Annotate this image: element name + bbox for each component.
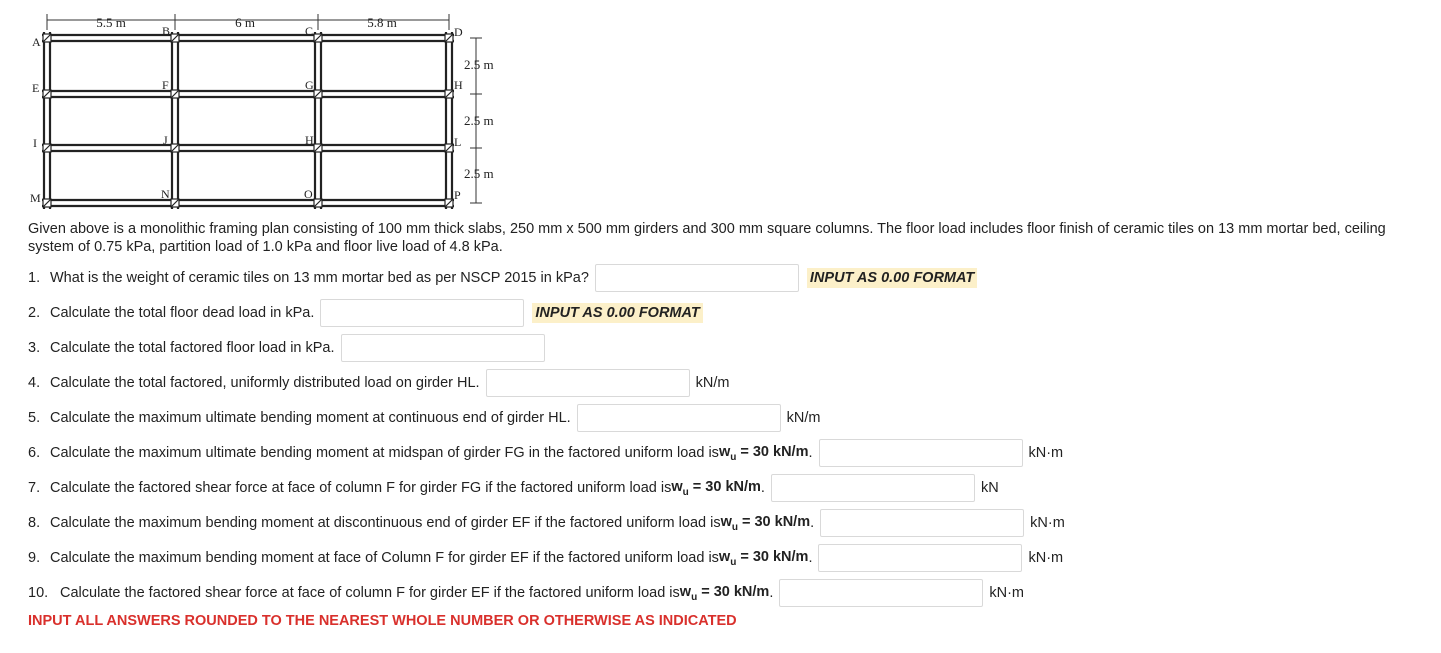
joint-label-e: E bbox=[32, 81, 40, 95]
question-text: What is the weight of ceramic tiles on 13 mm mortar bed as per NSCP 2015 in kPa? bbox=[50, 270, 589, 286]
unit-label: kN·m bbox=[1028, 445, 1064, 461]
joint-label-o: O bbox=[304, 187, 313, 201]
factored-load-value: $w_u = 30$ kN/m bbox=[718, 443, 809, 463]
question-text: Calculate the factored shear force at face of column F for girder EF if the factored uniform load is bbox=[60, 585, 680, 601]
joint-label-f: F bbox=[162, 78, 169, 92]
question-text: Calculate the total factored floor load in kPa. bbox=[50, 340, 335, 356]
answer-7-input[interactable] bbox=[771, 474, 975, 502]
question-text: Calculate the maximum ultimate bending moment at continuous end of girder HL. bbox=[50, 410, 571, 426]
question-1 bbox=[28, 263, 977, 293]
joint-label-h-right: H bbox=[454, 78, 463, 92]
question-number: 10. bbox=[28, 585, 49, 601]
format-hint: INPUT AS 0.00 FORMAT bbox=[807, 268, 977, 288]
question-text: Calculate the total floor dead load in kPa. bbox=[50, 305, 315, 321]
problem-statement: Given above is a monolithic framing plan consisting of 100 mm thick slabs, 250 mm x 500 mm girders and 300 mm square columns. The floor load includes floor finish of ceramic tiles on 13 mm mortar bed, ceiling system of 0.75 kPa, partition load of 1.0 kPa and floor live load of 4.8 kPa. bbox=[28, 221, 1386, 255]
unit-label: kN·m bbox=[1030, 515, 1065, 531]
unit-label: kN/m bbox=[695, 375, 730, 391]
joint-label-g: G bbox=[305, 78, 314, 92]
joint-label-l: L bbox=[454, 135, 462, 149]
question-number: 4. bbox=[28, 375, 41, 391]
joint-label-m: M bbox=[30, 191, 41, 205]
joint-label-d: D bbox=[454, 25, 463, 39]
question-text: Calculate the total factored, uniformly distributed load on girder HL. bbox=[50, 375, 480, 391]
answer-1-input[interactable] bbox=[595, 264, 799, 292]
answer-6-input[interactable] bbox=[819, 439, 1023, 467]
question-3 bbox=[28, 333, 545, 363]
span-label-3: 5.8 m bbox=[367, 15, 397, 30]
span-label-1: 5.5 m bbox=[96, 15, 126, 30]
joint-label-a: A bbox=[32, 35, 41, 49]
answer-5-input[interactable] bbox=[577, 404, 781, 432]
question-text: Calculate the maximum ultimate bending moment at midspan of girder FG in the factored uniform load is bbox=[50, 445, 719, 461]
question-number: 9. bbox=[28, 550, 41, 566]
question-number: 1. bbox=[28, 270, 41, 286]
bay-label-1: 2.5 m bbox=[464, 57, 494, 72]
factored-load-value: $w_u = 30$ kN/m bbox=[718, 548, 809, 568]
rounding-instruction: INPUT ALL ANSWERS ROUNDED TO THE NEAREST WHOLE NUMBER OR OTHERWISE AS INDICATED bbox=[28, 613, 737, 629]
question-number: 2. bbox=[28, 305, 41, 321]
answer-3-input[interactable] bbox=[341, 334, 545, 362]
unit-label: kN/m bbox=[786, 410, 821, 426]
joint-label-j: J bbox=[163, 133, 168, 147]
column-group bbox=[43, 34, 453, 207]
question-6: 6. Calculate the maximum ultimate bending moment at midspan of girder FG in the factored uniform load is $w_u = 30$ kN/m . kN·m bbox=[28, 438, 1063, 468]
question-number: 6. bbox=[28, 445, 41, 461]
question-number: 8. bbox=[28, 515, 41, 531]
question-number: 5. bbox=[28, 410, 41, 426]
question-7: 7. Calculate the factored shear force at face of column F for girder FG if the factored uniform load is $w_u = 30$ kN/m . kN bbox=[28, 473, 999, 503]
unit-label: kN·m bbox=[1028, 550, 1064, 566]
answer-9-input[interactable] bbox=[818, 544, 1022, 572]
question-4 bbox=[28, 368, 729, 398]
question-5 bbox=[28, 403, 821, 433]
framing-plan-diagram bbox=[0, 0, 520, 215]
factored-load-value: $w_u = 30$ kN/m bbox=[679, 583, 770, 603]
answer-8-input[interactable] bbox=[820, 509, 1024, 537]
joint-label-p: P bbox=[454, 188, 461, 202]
factored-load-value: $w_u = 30$ kN/m bbox=[720, 513, 811, 533]
question-2 bbox=[28, 298, 703, 328]
question-8: 8. Calculate the maximum bending moment at discontinuous end of girder EF if the factored uniform load is $w_u = 30$ kN/m . kN·m bbox=[28, 508, 1065, 538]
question-text: Calculate the maximum bending moment at face of Column F for girder EF if the factored uniform load is bbox=[50, 550, 719, 566]
joint-label-i: I bbox=[33, 136, 37, 150]
joint-label-b: B bbox=[162, 24, 171, 38]
factored-load-value: $w_u = 30$ kN/m bbox=[671, 478, 761, 498]
joint-label-c: C bbox=[305, 24, 314, 38]
answer-4-input[interactable] bbox=[486, 369, 690, 397]
question-10: 10. Calculate the factored shear force at face of column F for girder EF if the factored uniform load is $w_u = 30$ kN/m . kN·m bbox=[28, 578, 1024, 608]
format-hint: INPUT AS 0.00 FORMAT bbox=[532, 303, 702, 323]
question-9: 9. Calculate the maximum bending moment at face of Column F for girder EF if the factored uniform load is $w_u = 30$ kN/m . kN·m bbox=[28, 543, 1063, 573]
joint-label-n: N bbox=[161, 187, 170, 201]
question-text: Calculate the maximum bending moment at discontinuous end of girder EF if the factored uniform load is bbox=[50, 515, 721, 531]
unit-label: kN·m bbox=[989, 585, 1024, 601]
bay-label-2: 2.5 m bbox=[464, 113, 494, 128]
question-text: Calculate the factored shear force at face of column F for girder FG if the factored uniform load is bbox=[50, 480, 672, 496]
answer-2-input[interactable] bbox=[320, 299, 524, 327]
bay-label-3: 2.5 m bbox=[464, 166, 494, 181]
joint-label-h-middle: H bbox=[305, 133, 314, 147]
question-number: 3. bbox=[28, 340, 41, 356]
question-number: 7. bbox=[28, 480, 41, 496]
answer-10-input[interactable] bbox=[779, 579, 983, 607]
span-label-2: 6 m bbox=[235, 15, 255, 30]
unit-label: kN bbox=[980, 480, 999, 496]
